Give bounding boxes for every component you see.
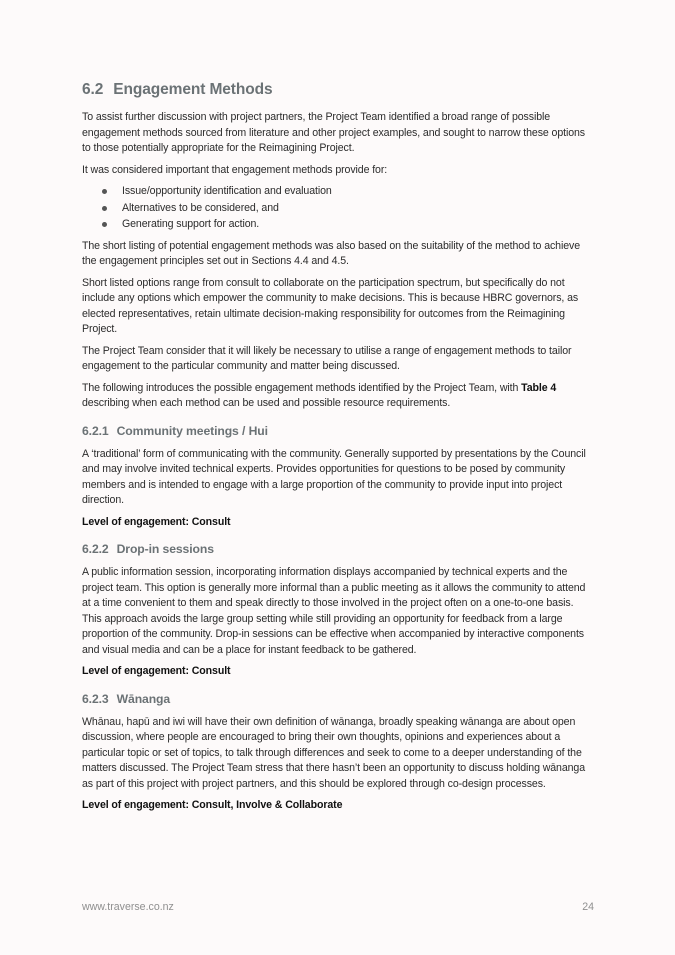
subsection-heading-community-meetings: 6.2.1 Community meetings / Hui: [82, 423, 268, 438]
community-meetings-body: A ‘traditional’ form of communicating with the community. Generally supported by presentations by the Council and may involve invited technical experts. Provides opportunities for questions to be posed by community members and is intended to engage with a large proportion of the community to provide input into project direction.: [82, 447, 586, 506]
section-number: 6.2: [82, 81, 104, 98]
website-link[interactable]: www.traverse.co.nz: [82, 901, 174, 913]
bullet-icon: [102, 189, 107, 194]
intro-paragraph: To assist further discussion with project partners, the Project Team identified a broad range of possible engagement methods sourced from literature and other project examples, and sought to narrow these options to those potentially appropriate for the Reimagining Project.: [82, 111, 586, 154]
following-paragraph: The following introduces the possible engagement methods identified by the Project Team, with Table 4 describing when each method can be used and possible resource requirements.: [82, 381, 557, 409]
subsection-heading-drop-in: 6.2.2 Drop-in sessions: [82, 542, 214, 556]
engagement-level: Level of engagement: Consult: [82, 515, 231, 528]
list-item: Alternatives to be considered, and: [82, 201, 594, 217]
shortlist-paragraph: The short listing of potential engagement methods was also based on the suitability of the method to achieve the engagement principles set out in Sections 4.4 and 4.5.: [82, 239, 581, 267]
bullet-icon: [102, 206, 107, 211]
drop-in-body: A public information session, incorporating information displays accompanied by technical experts and the project team. This option is generally more informal than a public meeting as it allows the community to attend at a time convenient to them and speak directly to those involved in the project often on a one-to-one basis. This approach avoids the large group setting while still providing an opportunity for feedback from a large proportion of the community. Drop-in sessions can be effective when accompanied by interactive components and visual media and can be a place for instant feedback to be gathered.: [82, 566, 586, 656]
table-reference: Table 4: [521, 381, 557, 394]
lead-paragraph: It was considered important that engagement methods provide for:: [82, 163, 388, 176]
engagement-level: Level of engagement: Consult, Involve & Collaborate: [82, 799, 343, 811]
bullet-list: [82, 184, 594, 233]
section-title: Engagement Methods: [113, 81, 273, 98]
page-number: 24: [582, 901, 594, 913]
options-paragraph: Short listed options range from consult to collaborate on the participation spectrum, but specifically do not include any options which empower the community to make decisions. This is because HBRC governors, as elected representatives, retain ultimate decision-making responsibility for outcomes from the Reimagining Project.: [82, 276, 579, 335]
section-heading: [82, 80, 594, 100]
list-item: Issue/opportunity identification and evaluation: [82, 184, 594, 200]
wananga-body: Whānau, hapū and iwi will have their own definition of wānanga, broadly speaking wānanga are about open discussion, where people are encouraged to bring their own thoughts, opinions and experiences about a particular topic or set of topics, to talk through differences and seek to come to a deeper understanding of the matters discussed. The Project Team stress that there hasn’t been an opportunity to discuss holding wānanga as part of this project with project partners, and this should be explored through co-design processes.: [82, 715, 585, 790]
bullet-icon: [102, 222, 107, 227]
document-page: [82, 80, 594, 820]
list-item: Generating support for action.: [82, 217, 594, 233]
page-footer: [82, 901, 594, 913]
team-paragraph: The Project Team consider that it will likely be necessary to utilise a range of engagement methods to tailor engagement to the particular community and matter being discussed.: [82, 344, 572, 372]
subsection-heading-wananga: 6.2.3 Wānanga: [82, 691, 171, 706]
engagement-level: Level of engagement: Consult: [82, 665, 231, 677]
